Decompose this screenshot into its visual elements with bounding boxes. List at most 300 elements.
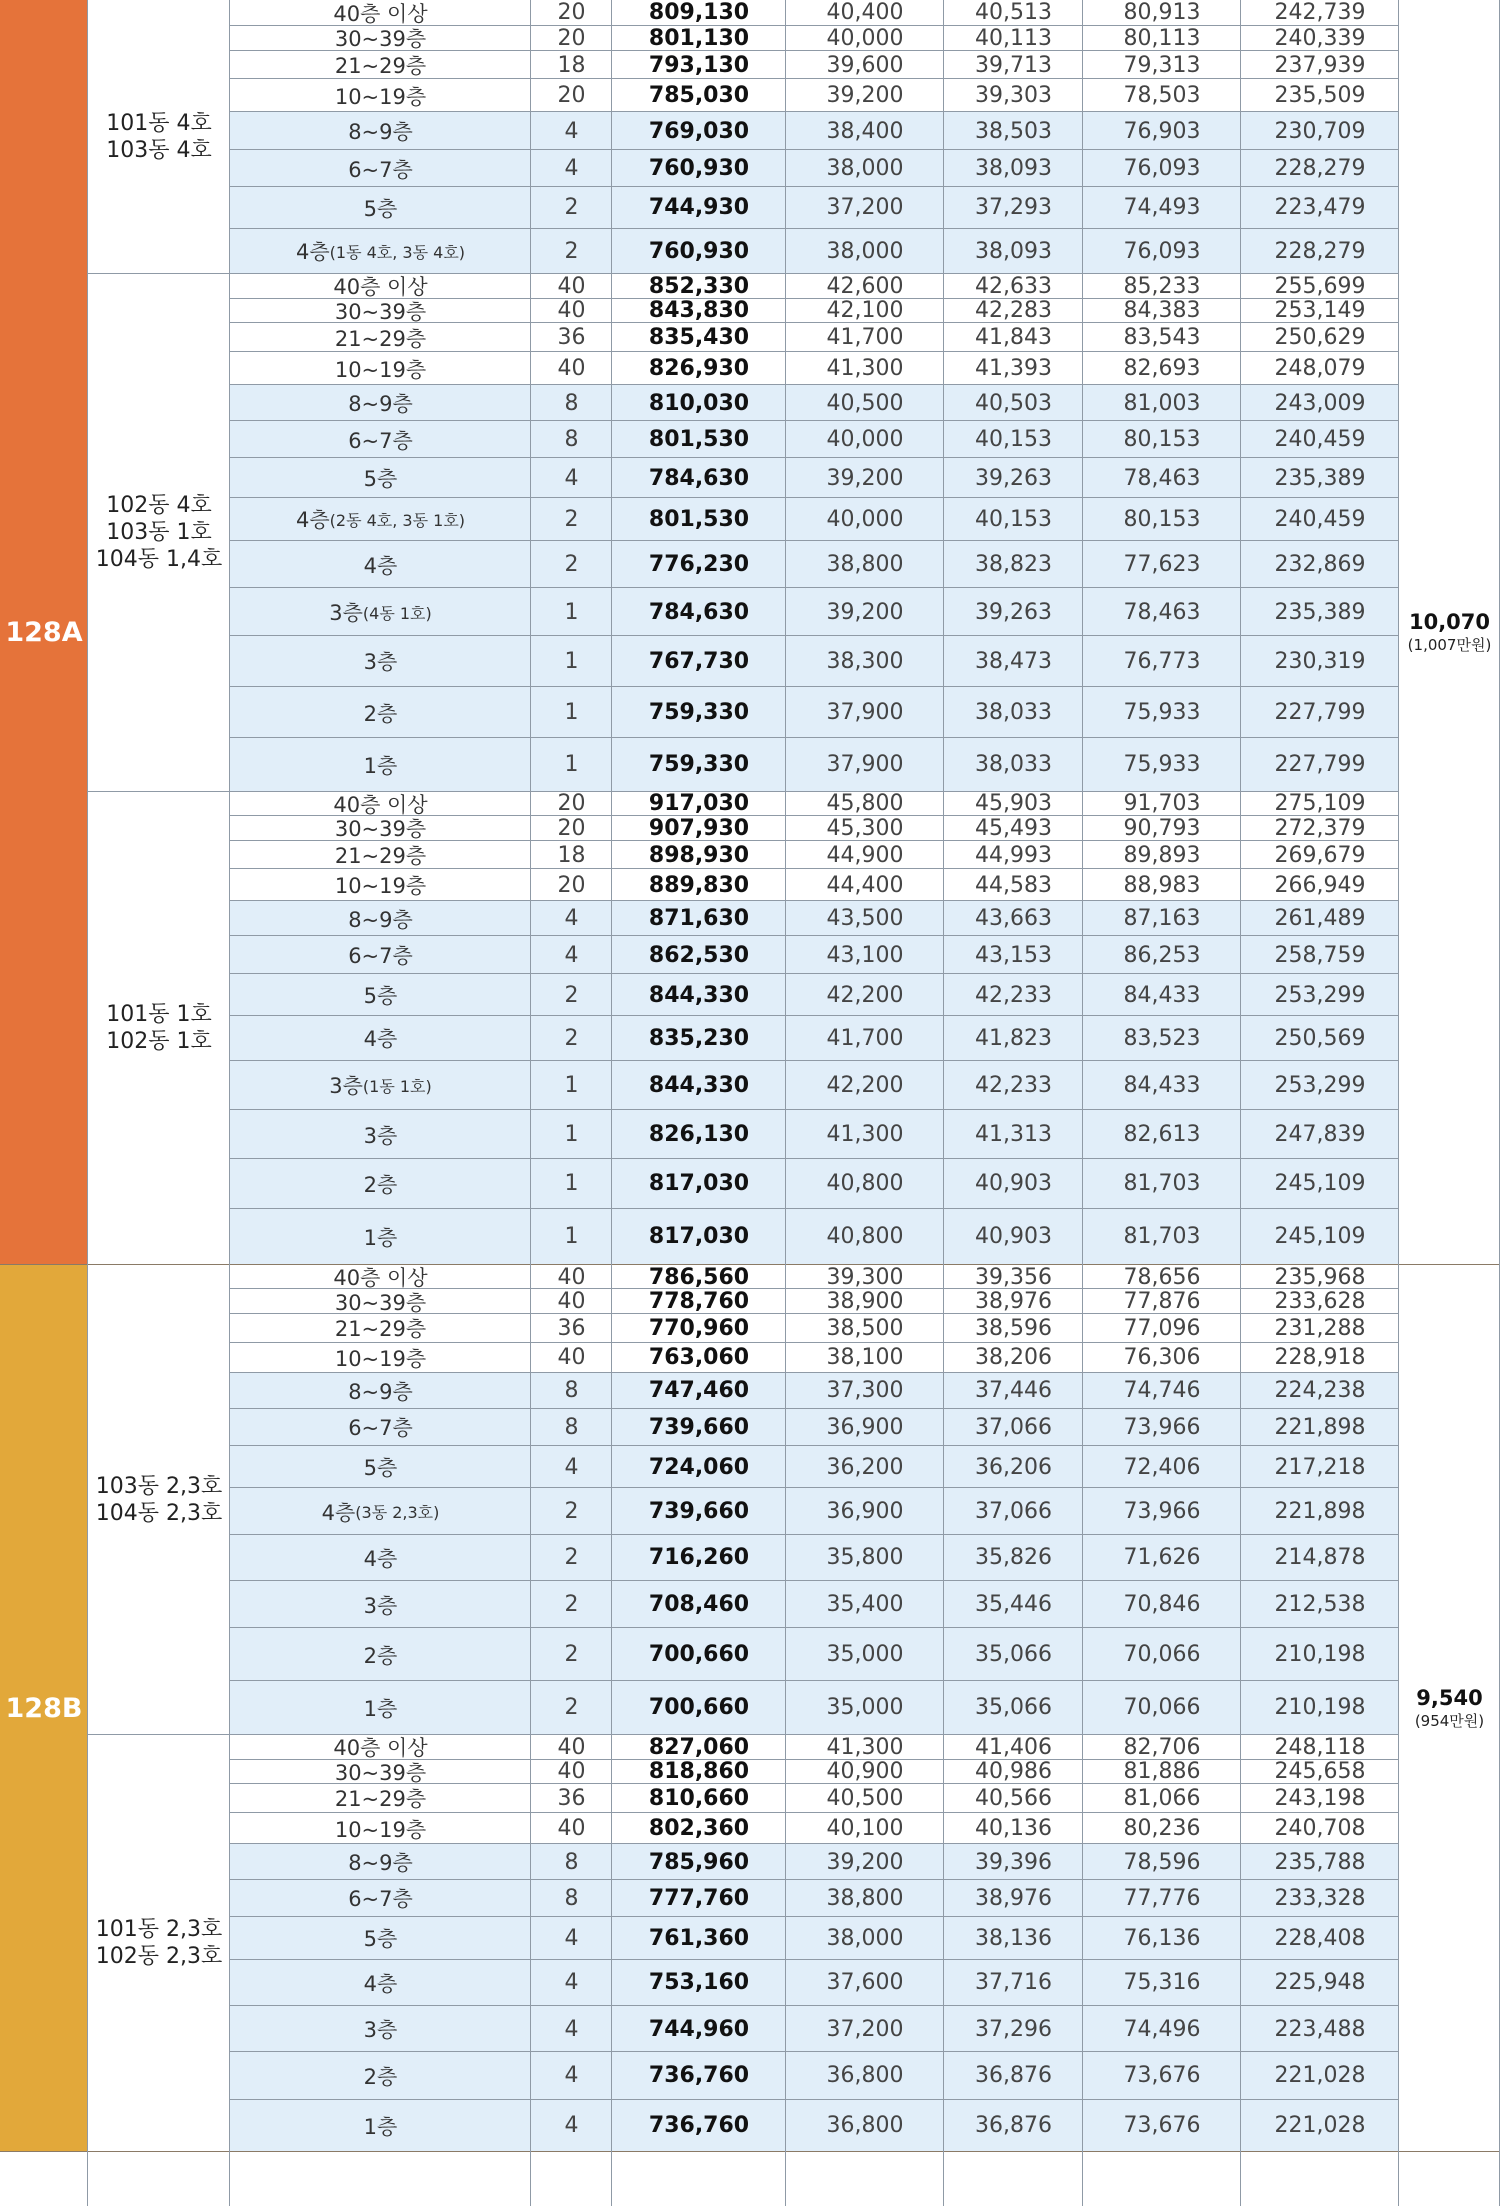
amount-c4 — [1241, 1844, 1399, 1879]
amount-c1 — [786, 1535, 944, 1581]
sale-price-value: 784,630 — [648, 599, 750, 625]
amount-value: 42,200 — [826, 982, 904, 1008]
amount-c1 — [786, 841, 944, 870]
amount-value: 44,993 — [975, 842, 1052, 868]
floor-cell — [230, 1535, 531, 1581]
sale-price — [612, 1373, 786, 1408]
dong-line: 102동 2,3호 — [95, 1944, 223, 1970]
amount-c2 — [944, 841, 1083, 870]
amount-c2 — [944, 1016, 1083, 1060]
amount-c1 — [786, 1581, 944, 1628]
amount-c1 — [786, 1813, 944, 1845]
unit-count — [531, 636, 612, 687]
amount-c1 — [786, 1016, 944, 1060]
dong-line: 102동 1호 — [106, 1029, 212, 1055]
unit-count-value: 4 — [564, 156, 579, 182]
amount-c2 — [944, 1373, 1083, 1408]
sale-price-value: 809,130 — [648, 0, 750, 26]
amount-c4 — [1241, 1289, 1399, 1314]
amount-value: 38,976 — [975, 1289, 1052, 1314]
unit-count — [531, 1446, 612, 1488]
amount-c3 — [1083, 936, 1241, 973]
amount-c2 — [944, 1209, 1083, 1265]
amount-value: 39,600 — [826, 52, 904, 78]
amount-c2 — [944, 816, 1083, 841]
floor-cell — [230, 112, 531, 149]
sale-price — [612, 1760, 786, 1785]
floor-label: 10~19층 — [334, 1346, 427, 1371]
amount-value: 230,319 — [1274, 648, 1366, 674]
amount-value: 235,788 — [1274, 1849, 1366, 1875]
sale-price-value: 862,530 — [648, 942, 750, 968]
payment-sub: (954만원) — [1414, 1711, 1485, 1730]
amount-value: 255,699 — [1274, 274, 1366, 299]
amount-c3 — [1083, 792, 1241, 817]
unit-count-value: 2 — [564, 1025, 579, 1051]
unit-count-value: 1 — [564, 599, 579, 625]
amount-c4 — [1241, 1488, 1399, 1534]
sale-price-value: 801,130 — [648, 25, 750, 51]
unit-count-value: 2 — [564, 1499, 579, 1525]
sale-price-value: 801,530 — [648, 427, 750, 453]
amount-c1 — [786, 1628, 944, 1680]
amount-value: 42,283 — [975, 298, 1052, 324]
amount-value: 38,033 — [975, 752, 1052, 778]
sale-price-value: 716,260 — [648, 1545, 750, 1571]
unit-count-value: 36 — [557, 1785, 586, 1811]
amount-c4 — [1241, 1917, 1399, 1959]
unit-count — [531, 0, 612, 26]
unit-count-value: 20 — [557, 83, 586, 109]
sale-price — [612, 299, 786, 324]
floor-cell — [230, 1110, 531, 1159]
unit-count-value: 4 — [564, 1925, 579, 1951]
amount-c1 — [786, 1917, 944, 1959]
dong-line: 101동 2,3호 — [95, 1917, 223, 1943]
amount-c3 — [1083, 1735, 1241, 1760]
floor-note: (2동 4호, 3동 1호) — [329, 510, 466, 530]
amount-c1 — [786, 1110, 944, 1159]
amount-c4 — [1241, 1784, 1399, 1813]
amount-c2 — [944, 1917, 1083, 1959]
amount-value: 83,543 — [1123, 325, 1201, 351]
amount-value: 37,900 — [826, 752, 904, 778]
amount-value: 80,153 — [1123, 427, 1201, 453]
amount-c2 — [944, 1110, 1083, 1159]
amount-value: 45,903 — [975, 791, 1052, 817]
amount-c3 — [1083, 1016, 1241, 1060]
amount-value: 78,463 — [1123, 599, 1201, 625]
sale-price-value: 708,460 — [648, 1592, 750, 1618]
floor-label: 8~9층 — [348, 392, 413, 417]
amount-c4 — [1241, 588, 1399, 635]
unit-count — [531, 738, 612, 791]
amount-value: 41,313 — [975, 1122, 1052, 1148]
floor-label: 1층 — [363, 2114, 398, 2139]
amount-c1 — [786, 792, 944, 817]
amount-value: 41,406 — [975, 1734, 1052, 1760]
amount-value: 41,823 — [975, 1025, 1052, 1051]
amount-c1 — [786, 1209, 944, 1265]
amount-c3 — [1083, 26, 1241, 52]
floor-label: 6~7층 — [348, 1887, 413, 1912]
amount-c3 — [1083, 1110, 1241, 1159]
floor-label: 6~7층 — [348, 157, 413, 182]
amount-value: 38,300 — [826, 648, 904, 674]
unit-count-value: 4 — [564, 2063, 579, 2089]
unit-count — [531, 1735, 612, 1760]
amount-value: 35,000 — [826, 1695, 904, 1721]
amount-value: 253,299 — [1274, 1072, 1366, 1098]
amount-value: 77,876 — [1123, 1289, 1201, 1314]
amount-c1 — [786, 1880, 944, 1917]
unit-count — [531, 299, 612, 324]
column-divider — [1082, 0, 1083, 2206]
floor-note: (4동 1호) — [362, 603, 432, 623]
amount-c3 — [1083, 385, 1241, 420]
amount-c4 — [1241, 841, 1399, 870]
amount-c1 — [786, 2052, 944, 2099]
amount-value: 37,066 — [975, 1414, 1052, 1440]
amount-c2 — [944, 299, 1083, 324]
sale-price — [612, 2052, 786, 2099]
amount-c4 — [1241, 1628, 1399, 1680]
floor-label: 21~29층 — [334, 844, 427, 869]
unit-count-value: 2 — [564, 1642, 579, 1668]
amount-value: 41,700 — [826, 325, 904, 351]
floor-note: (1동 1호) — [362, 1076, 432, 1096]
amount-value: 40,113 — [975, 25, 1052, 51]
amount-c2 — [944, 1844, 1083, 1879]
sale-price — [612, 1960, 786, 2006]
amount-c2 — [944, 1628, 1083, 1680]
sale-price — [612, 588, 786, 635]
unit-count — [531, 1409, 612, 1446]
unit-count — [531, 323, 612, 352]
amount-c1 — [786, 187, 944, 228]
sale-price — [612, 687, 786, 738]
floor-cell — [230, 1159, 531, 1208]
amount-value: 82,706 — [1123, 1734, 1201, 1760]
sale-price-value: 767,730 — [648, 648, 750, 674]
amount-c1 — [786, 1409, 944, 1446]
amount-c1 — [786, 901, 944, 936]
amount-value: 275,109 — [1274, 791, 1366, 817]
amount-c3 — [1083, 2100, 1241, 2152]
unit-count-value: 1 — [564, 1122, 579, 1148]
floor-cell — [230, 51, 531, 79]
floor-cell — [230, 1409, 531, 1446]
sale-price-value: 818,860 — [648, 1759, 750, 1785]
amount-c2 — [944, 26, 1083, 52]
floor-cell — [230, 1446, 531, 1488]
amount-value: 38,596 — [975, 1315, 1052, 1341]
amount-c4 — [1241, 26, 1399, 52]
sale-price-value: 786,560 — [648, 1264, 750, 1290]
amount-c3 — [1083, 1488, 1241, 1534]
amount-c3 — [1083, 1813, 1241, 1845]
column-divider — [943, 0, 944, 2206]
unit-count — [531, 816, 612, 841]
amount-c4 — [1241, 738, 1399, 791]
amount-c3 — [1083, 1681, 1241, 1735]
sale-price — [612, 1265, 786, 1290]
amount-c4 — [1241, 1681, 1399, 1735]
amount-c2 — [944, 79, 1083, 113]
floor-label: 4층 — [295, 240, 330, 265]
sale-price-value: 785,960 — [648, 1849, 750, 1875]
amount-value: 81,703 — [1123, 1171, 1201, 1197]
amount-c4 — [1241, 352, 1399, 386]
unit-count-value: 2 — [564, 1592, 579, 1618]
unit-count — [531, 26, 612, 52]
amount-value: 37,446 — [975, 1378, 1052, 1404]
unit-count — [531, 1016, 612, 1060]
sale-price — [612, 974, 786, 1016]
amount-value: 36,206 — [975, 1454, 1052, 1480]
floor-label: 2층 — [363, 701, 398, 726]
floor-label: 4층 — [363, 553, 398, 578]
sale-price — [612, 1061, 786, 1110]
amount-value: 43,500 — [826, 906, 904, 932]
amount-value: 78,463 — [1123, 465, 1201, 491]
sale-price — [612, 1880, 786, 1917]
amount-value: 40,513 — [975, 0, 1052, 26]
amount-c2 — [944, 1061, 1083, 1110]
amount-c2 — [944, 1409, 1083, 1446]
floor-label: 6~7층 — [348, 428, 413, 453]
floor-cell — [230, 974, 531, 1016]
floor-label: 4층 — [363, 1546, 398, 1571]
amount-value: 87,163 — [1123, 906, 1201, 932]
amount-value: 74,493 — [1123, 195, 1201, 221]
amount-value: 38,206 — [975, 1345, 1052, 1371]
unit-count-value: 1 — [564, 752, 579, 778]
amount-value: 227,799 — [1274, 700, 1366, 726]
amount-c1 — [786, 421, 944, 458]
amount-c4 — [1241, 816, 1399, 841]
floor-label: 2층 — [363, 1172, 398, 1197]
amount-value: 38,800 — [826, 552, 904, 578]
amount-value: 80,113 — [1123, 25, 1201, 51]
amount-value: 89,893 — [1123, 842, 1201, 868]
sale-price — [612, 1016, 786, 1060]
unit-count-value: 8 — [564, 1849, 579, 1875]
amount-c3 — [1083, 229, 1241, 274]
amount-value: 221,028 — [1274, 2063, 1366, 2089]
floor-cell — [230, 1289, 531, 1314]
sale-price — [612, 1813, 786, 1845]
amount-value: 250,569 — [1274, 1025, 1366, 1051]
amount-value: 40,900 — [826, 1759, 904, 1785]
type-label: 128B — [5, 1692, 83, 1724]
amount-value: 84,433 — [1123, 982, 1201, 1008]
amount-c3 — [1083, 1917, 1241, 1959]
unit-count-value: 1 — [564, 1072, 579, 1098]
amount-value: 81,066 — [1123, 1785, 1201, 1811]
amount-value: 41,843 — [975, 325, 1052, 351]
unit-count-value: 4 — [564, 942, 579, 968]
sale-price — [612, 1581, 786, 1628]
floor-label: 5층 — [363, 1456, 398, 1481]
amount-c3 — [1083, 901, 1241, 936]
amount-value: 36,900 — [826, 1414, 904, 1440]
dong-line: 103동 4호 — [106, 138, 212, 163]
amount-c2 — [944, 1581, 1083, 1628]
amount-c4 — [1241, 1159, 1399, 1208]
amount-value: 225,948 — [1274, 1970, 1366, 1996]
amount-c3 — [1083, 1446, 1241, 1488]
unit-count-value: 40 — [557, 1759, 586, 1785]
amount-c1 — [786, 738, 944, 791]
floor-label: 30~39층 — [334, 817, 427, 841]
amount-c2 — [944, 112, 1083, 149]
floor-label: 1층 — [363, 753, 398, 778]
floor-cell — [230, 687, 531, 738]
sale-price-value: 785,030 — [648, 83, 750, 109]
amount-value: 80,913 — [1123, 0, 1201, 26]
floor-label: 1층 — [363, 1225, 398, 1250]
amount-c1 — [786, 26, 944, 52]
unit-count-value: 36 — [557, 325, 586, 351]
sale-price — [612, 1446, 786, 1488]
amount-value: 41,700 — [826, 1025, 904, 1051]
unit-count-value: 40 — [557, 1289, 586, 1314]
amount-value: 242,739 — [1274, 0, 1366, 26]
amount-c1 — [786, 1314, 944, 1343]
floor-cell — [230, 421, 531, 458]
column-divider — [785, 0, 786, 2206]
amount-c1 — [786, 816, 944, 841]
amount-value: 37,293 — [975, 195, 1052, 221]
amount-value: 235,389 — [1274, 465, 1366, 491]
unit-count — [531, 1159, 612, 1208]
amount-value: 228,279 — [1274, 238, 1366, 264]
amount-c1 — [786, 1760, 944, 1785]
amount-c3 — [1083, 1159, 1241, 1208]
floor-cell — [230, 1844, 531, 1879]
amount-value: 71,626 — [1123, 1545, 1201, 1571]
amount-c4 — [1241, 2006, 1399, 2052]
type-label: 128A — [5, 616, 83, 648]
amount-value: 245,109 — [1274, 1224, 1366, 1250]
amount-c1 — [786, 498, 944, 541]
unit-count-value: 1 — [564, 1224, 579, 1250]
amount-c2 — [944, 687, 1083, 738]
sale-price-value: 700,660 — [648, 1695, 750, 1721]
amount-c4 — [1241, 1343, 1399, 1374]
amount-c4 — [1241, 1110, 1399, 1159]
unit-count — [531, 274, 612, 299]
amount-value: 40,000 — [826, 506, 904, 532]
amount-c3 — [1083, 1289, 1241, 1314]
amount-c3 — [1083, 0, 1241, 26]
unit-count-value: 4 — [564, 906, 579, 932]
amount-c3 — [1083, 1628, 1241, 1680]
sale-price — [612, 541, 786, 588]
sale-price-value: 769,030 — [648, 118, 750, 144]
amount-value: 36,800 — [826, 2063, 904, 2089]
amount-c2 — [944, 869, 1083, 901]
amount-value: 74,496 — [1123, 2016, 1201, 2042]
unit-count — [531, 1061, 612, 1110]
amount-value: 36,200 — [826, 1454, 904, 1480]
amount-value: 41,300 — [826, 1122, 904, 1148]
amount-c4 — [1241, 1409, 1399, 1446]
amount-value: 38,000 — [826, 156, 904, 182]
unit-count — [531, 1209, 612, 1265]
floor-label: 3층 — [363, 650, 398, 675]
amount-value: 210,198 — [1274, 1695, 1366, 1721]
floor-label: 10~19층 — [334, 874, 427, 899]
amount-c4 — [1241, 229, 1399, 274]
dong-cell — [88, 1265, 230, 1735]
amount-value: 39,396 — [975, 1849, 1052, 1875]
unit-count — [531, 974, 612, 1016]
unit-count — [531, 541, 612, 588]
unit-count — [531, 1628, 612, 1680]
floor-label: 30~39층 — [334, 27, 427, 52]
unit-count-value: 8 — [564, 1378, 579, 1404]
amount-value: 40,903 — [975, 1224, 1052, 1250]
amount-value: 78,596 — [1123, 1849, 1201, 1875]
sale-price-value: 844,330 — [648, 982, 750, 1008]
amount-c3 — [1083, 498, 1241, 541]
sale-price-value: 871,630 — [648, 906, 750, 932]
amount-value: 73,676 — [1123, 2113, 1201, 2139]
unit-count-value: 8 — [564, 390, 579, 416]
amount-value: 38,900 — [826, 1289, 904, 1314]
amount-c3 — [1083, 150, 1241, 187]
floor-label: 4층 — [363, 1971, 398, 1996]
amount-value: 79,313 — [1123, 52, 1201, 78]
amount-value: 231,288 — [1274, 1315, 1366, 1341]
amount-c4 — [1241, 323, 1399, 352]
amount-value: 40,100 — [826, 1816, 904, 1842]
amount-value: 40,503 — [975, 390, 1052, 416]
unit-count — [531, 1960, 612, 2006]
amount-value: 212,538 — [1274, 1592, 1366, 1618]
unit-count-value: 2 — [564, 195, 579, 221]
unit-count-value: 18 — [557, 52, 586, 78]
amount-c1 — [786, 458, 944, 497]
amount-c3 — [1083, 2006, 1241, 2052]
amount-c2 — [944, 150, 1083, 187]
amount-c3 — [1083, 541, 1241, 588]
unit-count-value: 20 — [557, 25, 586, 51]
amount-value: 235,509 — [1274, 83, 1366, 109]
amount-c3 — [1083, 352, 1241, 386]
amount-value: 45,300 — [826, 816, 904, 841]
amount-c2 — [944, 229, 1083, 274]
dong-line: 103동 1호 — [106, 520, 212, 546]
amount-c2 — [944, 1813, 1083, 1845]
amount-value: 240,339 — [1274, 25, 1366, 51]
unit-count-value: 40 — [557, 298, 586, 324]
amount-value: 85,233 — [1123, 274, 1201, 299]
floor-cell — [230, 936, 531, 973]
amount-value: 88,983 — [1123, 872, 1201, 898]
floor-label: 5층 — [363, 984, 398, 1009]
floor-label: 40층 이상 — [333, 792, 428, 817]
amount-value: 266,949 — [1274, 872, 1366, 898]
unit-count-value: 40 — [557, 356, 586, 382]
amount-value: 39,200 — [826, 83, 904, 109]
sale-price — [612, 2100, 786, 2152]
amount-value: 40,000 — [826, 427, 904, 453]
amount-value: 76,093 — [1123, 238, 1201, 264]
unit-count — [531, 229, 612, 274]
